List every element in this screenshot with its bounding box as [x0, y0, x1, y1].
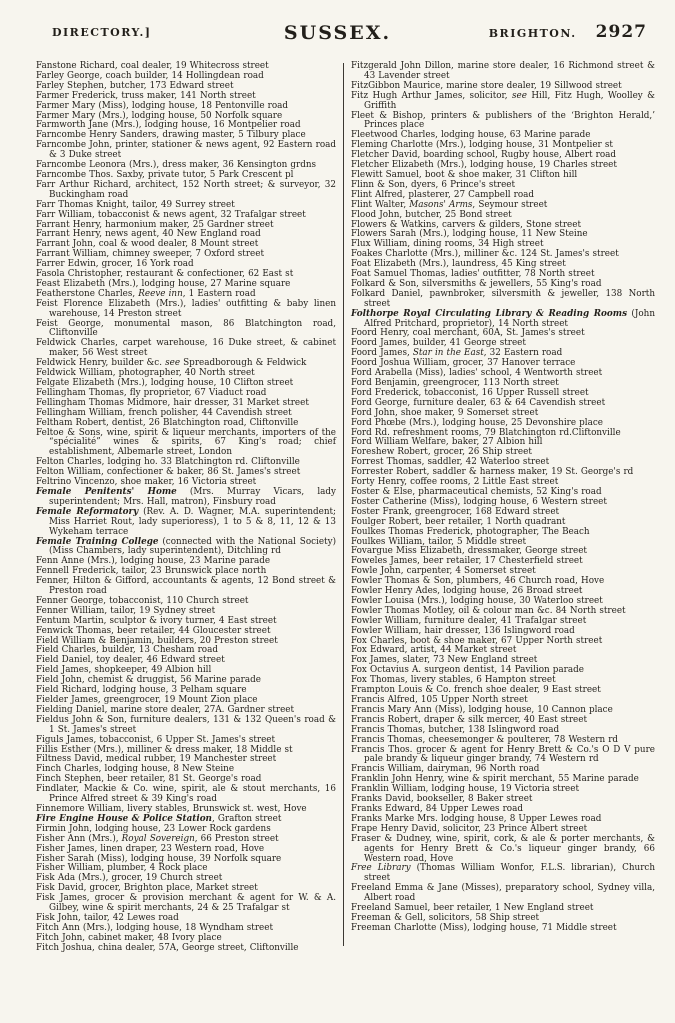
directory-entry: Fellingham Thomas Midmore, hair dresser, 31 Market street — [36, 397, 309, 408]
directory-entry: Figuls James, tobacconist, 6 Upper St. James's street — [36, 734, 276, 745]
directory-entry: Forrester Robert, saddler & harness maker, 19 St. George's rd — [351, 467, 634, 478]
directory-entry: Flowers Sarah (Mrs.), lodging house, 11 New Steine — [351, 229, 588, 240]
directory-entry: Franks Edward, 84 Upper Lewes road — [351, 803, 523, 814]
directory-entry: Frampton Louis & Co. french shoe dealer, 9 East street — [351, 685, 601, 696]
directory-entry: Fenn Anne (Mrs.), lodging house, 23 Marine parade — [36, 556, 271, 567]
directory-entry: Fisk James, grocer & provision merchant & agent for W. & A. Gilbey, wine & spirit merchants, 24 & 25 Trafalgar st — [36, 893, 336, 914]
directory-entry: Foster Catherine (Miss), lodging house, 6 Western street — [351, 496, 607, 507]
directory-entry: Ford Phœbe (Mrs.), lodging house, 25 Devonshire place — [351, 417, 603, 428]
directory-entry: Female Training College (connected with the National Society) (Miss Chambers, lady superintendent), Ditchling rd — [36, 536, 336, 557]
directory-entry: Foulger Robert, beer retailer, 1 North quadrant — [351, 516, 566, 527]
directory-entry: Foord James, builder, 41 George street — [351, 338, 526, 349]
directory-entry: Fasola Christopher, restaurant & confectioner, 62 East st — [36, 269, 294, 280]
directory-entry: Female Penitents' Home (Mrs. Murray Vicars, lady superintendent; Mrs. Hall, matron), Finsbury road — [36, 486, 336, 507]
directory-entry: Foakes Charlotte (Mrs.), milliner &c. 124 St. James's street — [351, 249, 619, 260]
directory-entry: Free Library (Thomas William Wonfor, F.L.S. librarian), Church street — [351, 863, 656, 884]
directory-entry: Ford William Welfare, baker, 27 Albion hill — [351, 437, 543, 448]
directory-entry: Franklin William, lodging house, 19 Victoria street — [351, 784, 579, 795]
directory-entry: Fowler Thomas Motley, oil & colour man &c. 84 North street — [351, 605, 626, 616]
directory-entry: Feldwick Henry, builder &c. see Spreadborough & Feldwick — [36, 358, 307, 369]
directory-entry: Fisher Sarah (Miss), lodging house, 39 Norfolk square — [36, 853, 282, 864]
directory-entry: Flint Alfred, plasterer, 27 Campbell road — [351, 189, 535, 200]
directory-entry: Farrant Henry, news agent, 40 New England road — [36, 229, 261, 240]
header-page-number: 2927 — [595, 22, 647, 42]
directory-entry: Findlater, Mackie & Co. wine, spirit, ale & stout merchants, 16 Prince Alfred street & 39 King's road — [36, 784, 336, 805]
directory-entry: Fleetwood Charles, lodging house, 63 Marine parade — [351, 130, 591, 141]
header-town-label: BRIGHTON. — [488, 27, 577, 40]
directory-entry: Felton William, confectioner & baker, 86 St. James's street — [36, 467, 301, 478]
directory-entry: Farr Arthur Richard, architect, 152 North street; & surveyor, 32 Buckingham road — [36, 179, 336, 200]
directory-entry: Fitz Hugh Arthur James, solicitor, see Hill, Fitz Hugh, Woolley & Griffith — [351, 90, 655, 111]
directory-entry: Fennell Frederick, tailor, 23 Brunswick place north — [36, 566, 267, 577]
directory-entry: Female Reformatory (Rev. A. D. Wagner, M.A. superintendent; Miss Harriet Rout, lady superioress), 1 to 5 & 8, 11, 12 & 13 Wykeham terrace — [36, 506, 336, 537]
directory-entry: Felgate Elizabeth (Mrs.), lodging house, 10 Clifton street — [36, 378, 294, 388]
directory-entry: Felton Charles, lodging ho. 33 Blatchington rd. Cliftonville — [36, 457, 300, 468]
directory-entry: Fitch John, cabinet maker, 48 Ivory place — [36, 932, 222, 943]
directory-entry: Finnemore William, livery stables, Brunswick st. west, Hove — [36, 803, 307, 814]
directory-entry: Fisk John, tailor, 42 Lewes road — [36, 912, 179, 923]
directory-entry: Fenner William, tailor, 19 Sydney street — [36, 605, 216, 616]
directory-entry: Fanstone Richard, coal dealer, 19 Whitecross street — [36, 61, 269, 71]
directory-entry: Foat Elizabeth (Mrs.), laundress, 45 King street — [351, 259, 566, 270]
page-header — [0, 0, 675, 54]
directory-entry: Freeland Emma & Jane (Misses), preparatory school, Sydney villa, Albert road — [351, 883, 655, 904]
directory-entry: Farncombe Leonora (Mrs.), dress maker, 36 Kensington grdns — [36, 160, 317, 171]
directory-entry: Foat Samuel Thomas, ladies' outfitter, 78 North street — [351, 269, 595, 280]
directory-entry: Fitch Joshua, china dealer, 57A, George street, Cliftonville — [36, 942, 299, 953]
directory-entry: Francis Robert, draper & silk mercer, 40 East street — [351, 714, 587, 725]
directory-entry: Francis William, dairyman, 96 North road — [351, 764, 540, 775]
directory-entry: Filtness David, medical rubber, 19 Manchester street — [36, 754, 277, 765]
directory-entry: Fowler Henry Ades, lodging house, 26 Broad street — [351, 586, 583, 597]
directory-column-left — [36, 62, 336, 954]
header-county-title: SUSSEX. — [283, 22, 392, 44]
directory-entry: Fielding Daniel, marine store dealer, 27A. Gardner street — [36, 704, 295, 715]
directory-entry: Fisher William, plumber, 4 Rock place — [36, 863, 208, 874]
directory-entry: Ford Frederick, tobacconist, 16 Upper Russell street — [351, 387, 589, 398]
directory-entry: Fisk Ada (Mrs.), grocer, 19 Church street — [36, 873, 223, 884]
directory-entry: Finch Stephen, beer retailer, 81 St. George's road — [36, 774, 262, 785]
directory-entry: Farncombe Henry Sanders, drawing master, 5 Tilbury place — [36, 130, 306, 141]
directory-entry: Francis Thomas, cheesemonger & poulterer, 78 Western rd — [351, 734, 619, 745]
directory-entry: Freeman & Gell, solicitors, 58 Ship street — [351, 912, 540, 923]
directory-entry: Farley Stephen, butcher, 173 Edward street — [36, 80, 234, 91]
directory-entry: Field Daniel, toy dealer, 46 Edward street — [36, 655, 225, 666]
directory-entry: Flinn & Son, dyers, 6 Prince's street — [351, 179, 516, 190]
directory-entry: Fisher James, linen draper, 23 Western road, Hove — [36, 843, 265, 854]
directory-entry: Fielder James, greengrocer, 19 Mount Zion place — [36, 695, 258, 705]
directory-entry: Feltoe & Sons, wine, spirit & liqueur merchants, importers of the “spécialité” wines & spirits, 67 King's road; chief establishment, Albemarle street, London — [36, 427, 336, 458]
directory-column-right — [351, 62, 655, 954]
directory-entry: Freeman Charlotte (Miss), lodging house, 71 Middle street — [351, 922, 617, 933]
directory-entry: Fentum Martin, sculptor & ivory turner, 4 East street — [36, 615, 277, 626]
directory-entry: Firmin John, lodging house, 23 Lower Rock gardens — [36, 823, 271, 834]
directory-entry: Francis Mary Ann (Miss), lodging house, 10 Cannon place — [351, 704, 613, 715]
directory-entry: Farrant John, coal & wood dealer, 8 Mount street — [36, 239, 259, 250]
directory-entry: Francis Alfred, 105 Upper North street — [351, 695, 528, 705]
directory-entry: Farrant William, chimney sweeper, 7 Oxford street — [36, 249, 264, 260]
directory-entry: Farncombe Thos. Saxby, private tutor, 5 Park Crescent pl — [36, 169, 294, 180]
directory-entry: Franks Marke Mrs. lodging house, 8 Upper Lewes road — [351, 813, 602, 824]
directory-entry: Farmworth Jane (Mrs.), lodging house, 16 Montpelier road — [36, 120, 301, 131]
directory-entry: Foreshew Robert, grocer, 26 Ship street — [351, 447, 532, 458]
directory-entry: Finch Charles, lodging house, 8 New Steine — [36, 764, 235, 775]
directory-entry: Foweles James, beer retailer, 17 Chesterfield street — [351, 556, 583, 567]
directory-entry: Fowler Thomas & Son, plumbers, 46 Church road, Hove — [351, 576, 605, 587]
directory-entry: Feldwick William, photographer, 40 North street — [36, 368, 255, 379]
directory-entry: Fox James, slater, 73 New England street — [351, 655, 538, 666]
directory-entry: Fox Thomas, livery stables, 6 Hampton street — [351, 675, 556, 686]
directory-entry: Foord Henry, coal merchant, 60A, St. James's street — [351, 328, 585, 339]
directory-entry: Fowler William, furniture dealer, 41 Trafalgar street — [351, 615, 587, 626]
directory-entry: Franks David, bookseller, 8 Baker street — [351, 794, 533, 805]
directory-entry: Farncombe John, printer, stationer & news agent, 92 Eastern road & 3 Duke street — [36, 140, 336, 161]
directory-entry: Fenner George, tobacconist, 110 Church street — [36, 595, 249, 606]
directory-columns — [0, 54, 675, 954]
directory-entry: Farmer Mary (Mrs.), lodging house, 50 Norfolk square — [36, 110, 283, 121]
directory-entry: Foord James, Star in the East, 32 Eastern road — [351, 348, 563, 359]
directory-entry: Fillis Esther (Mrs.), milliner & dress maker, 18 Middle st — [36, 744, 293, 755]
header-town-and-page — [489, 22, 647, 42]
directory-entry: Fisher Ann (Mrs.), Royal Sovereign, 66 Preston street — [36, 833, 279, 844]
directory-entry: Farrant Henry, harmonium maker, 25 Gardner street — [36, 219, 274, 230]
directory-entry: Feldwick Charles, carpet warehouse, 16 Duke street, & cabinet maker, 56 West street — [36, 338, 336, 359]
directory-entry: Foster Frank, greengrocer, 168 Edward street — [351, 506, 560, 517]
directory-entry: Fox Charles, boot & shoe maker, 67 Upper North street — [351, 635, 603, 646]
directory-entry: Ford Rd. refreshment rooms, 79 Blatchington rd.Cliftonville — [351, 427, 621, 438]
directory-entry: Folkard & Son, silversmiths & jewellers, 55 King's road — [351, 278, 602, 289]
directory-entry: Freeland Samuel, beer retailer, 1 New England street — [351, 903, 594, 914]
header-directory-label: DIRECTORY.] — [52, 26, 152, 39]
directory-entry: Farley George, coach builder, 14 Hollingdean road — [36, 70, 264, 81]
directory-entry: Folkard Daniel, pawnbroker, silversmith & jeweller, 138 North street — [351, 288, 655, 309]
directory-entry: Fitch Ann (Mrs.), lodging house, 18 Wyndham street — [36, 922, 273, 933]
directory-entry: Farr Thomas Knight, tailor, 49 Surrey street — [36, 199, 235, 210]
column-divider-rule — [343, 63, 344, 946]
directory-entry: Featherstone Charles, Reeve inn, 1 Eastern road — [36, 288, 256, 299]
directory-entry: Flint Walter, Masons' Arms, Seymour street — [351, 199, 548, 210]
directory-entry: Fire Engine House & Police Station, Grafton street — [36, 813, 282, 824]
directory-entry: Ford Arabella (Miss), ladies' school, 4 Wentworth street — [351, 368, 603, 379]
directory-entry: Fletcher David, boarding school, Rugby house, Albert road — [351, 150, 617, 161]
directory-entry: Fitzgerald John Dillon, marine store dealer, 16 Richmond street & 43 Lavender street — [351, 61, 655, 81]
directory-entry: Fowler William, hair dresser, 136 Islingword road — [351, 625, 575, 636]
directory-entry: Ford George, furniture dealer, 63 & 64 Cavendish street — [351, 397, 606, 408]
directory-entry: Farrer Edwin, grocer, 16 York road — [36, 259, 194, 270]
directory-entry: Fowler Louisa (Mrs.), lodging house, 30 Waterloo street — [351, 595, 603, 606]
directory-entry: Fieldus John & Son, furniture dealers, 131 & 132 Queen's road & 1 St. James's street — [36, 714, 336, 735]
directory-entry: Forrest Thomas, saddler, 42 Waterloo street — [351, 457, 550, 468]
directory-entry: Feist George, monumental mason, 86 Blatchington road, Cliftonville — [36, 318, 336, 339]
directory-entry: Francis Thos. grocer & agent for Henry Brett & Co.'s O D V pure pale brandy & liqueur ginger brandy, 74 Western rd — [351, 744, 655, 765]
directory-entry: Field William & Benjamin, builders, 20 Preston street — [36, 635, 278, 646]
directory-entry: Foster & Else, pharmaceutical chemists, 52 King's road — [351, 486, 602, 497]
directory-entry: Foulkes Thomas Frederick, photographer, The Beach — [351, 526, 590, 537]
directory-entry: Field James, shopkeeper, 49 Albion hill — [36, 665, 212, 676]
directory-entry: Fellingham Thomas, fly proprietor, 67 Viaduct road — [36, 387, 267, 398]
directory-entry: Folthorpe Royal Circulating Library & Reading Rooms (John Alfred Pritchard, proprietor), 14 North street — [351, 308, 655, 329]
directory-entry: Fenner, Hilton & Gifford, accountants & agents, 12 Bond street & Preston road — [36, 576, 336, 597]
directory-entry: Flood John, butcher, 25 Bond street — [351, 209, 512, 220]
directory-entry: Franklin John Henry, wine & spirit merchant, 55 Marine parade — [351, 774, 639, 785]
directory-entry: Farmer Frederick, truss maker, 141 North street — [36, 90, 256, 101]
directory-entry: Foord Joshua William, grocer, 37 Hanover terrace — [351, 358, 576, 369]
directory-entry: Feltham Robert, dentist, 26 Blatchington road, Cliftonville — [36, 417, 299, 428]
directory-entry: Francis Thomas, butcher, 138 Islingword road — [351, 724, 560, 735]
directory-entry: Feist Florence Elizabeth (Mrs.), ladies' outfitting & baby linen warehouse, 14 Preston street — [36, 298, 336, 319]
directory-entry: Field John, chemist & druggist, 56 Marine parade — [36, 675, 261, 686]
directory-entry: Flowers & Watkins, carvers & gilders, Stone street — [351, 219, 581, 230]
directory-entry: Field Charles, builder, 13 Chesham road — [36, 645, 218, 656]
directory-entry: Fenwick Thomas, beer retailer, 44 Gloucester street — [36, 625, 271, 636]
directory-entry: Feltrino Vincenzo, shoe maker, 16 Victoria street — [36, 477, 257, 488]
directory-entry: FitzGibbon Maurice, marine store dealer, 19 Sillwood street — [351, 80, 622, 91]
directory-entry: Fovargue Miss Elizabeth, dressmaker, George street — [351, 546, 587, 557]
directory-entry: Fleming Charlotte (Mrs.), lodging house, 31 Montpelier st — [351, 140, 613, 151]
directory-entry: Fox Octavius A. surgeon dentist, 14 Pavilion parade — [351, 665, 584, 676]
directory-entry: Fletcher Elizabeth (Mrs.), lodging house, 19 Charles street — [351, 160, 617, 171]
directory-entry: Farr William, tobacconist & news agent, 32 Trafalgar street — [36, 209, 306, 220]
directory-entry: Forty Henry, coffee rooms, 2 Little East street — [351, 477, 559, 488]
directory-entry: Fellingham William, french polisher, 44 Cavendish street — [36, 407, 292, 418]
directory-entry: Farmer Mary (Miss), lodging house, 18 Pentonville road — [36, 100, 289, 111]
directory-entry: Foulkes William, tailor, 5 Middle street — [351, 536, 527, 547]
directory-entry: Fisk David, grocer, Brighton place, Market street — [36, 883, 258, 894]
directory-entry: Field Richard, lodging house, 3 Pelham square — [36, 685, 247, 696]
directory-entry: Feast Elizabeth (Mrs.), lodging house, 27 Marine square — [36, 278, 291, 289]
directory-entry: Ford John, shoe maker, 9 Somerset street — [351, 407, 539, 418]
directory-entry: Frape Henry David, solicitor, 23 Prince Albert street — [351, 823, 588, 834]
directory-entry: Flux William, dining rooms, 34 High street — [351, 239, 544, 250]
directory-entry: Flewitt Samuel, boot & shoe maker, 31 Clifton hill — [351, 169, 578, 180]
directory-entry: Fleet & Bishop, printers & publishers of the ‘Brighton Herald,’ Princes place — [351, 110, 655, 131]
directory-entry: Fraser & Dudney, wine, spirit, cork, & ale & porter merchants, & agents for Henry Brett & Co.'s liqueur ginger brandy, 66 Western road, Hove — [351, 833, 655, 864]
directory-entry: Fowle John, carpenter, 4 Somerset street — [351, 566, 536, 577]
directory-entry: Ford Benjamin, greengrocer, 113 North street — [351, 378, 559, 388]
directory-entry: Fox Edward, artist, 44 Market street — [351, 645, 517, 656]
